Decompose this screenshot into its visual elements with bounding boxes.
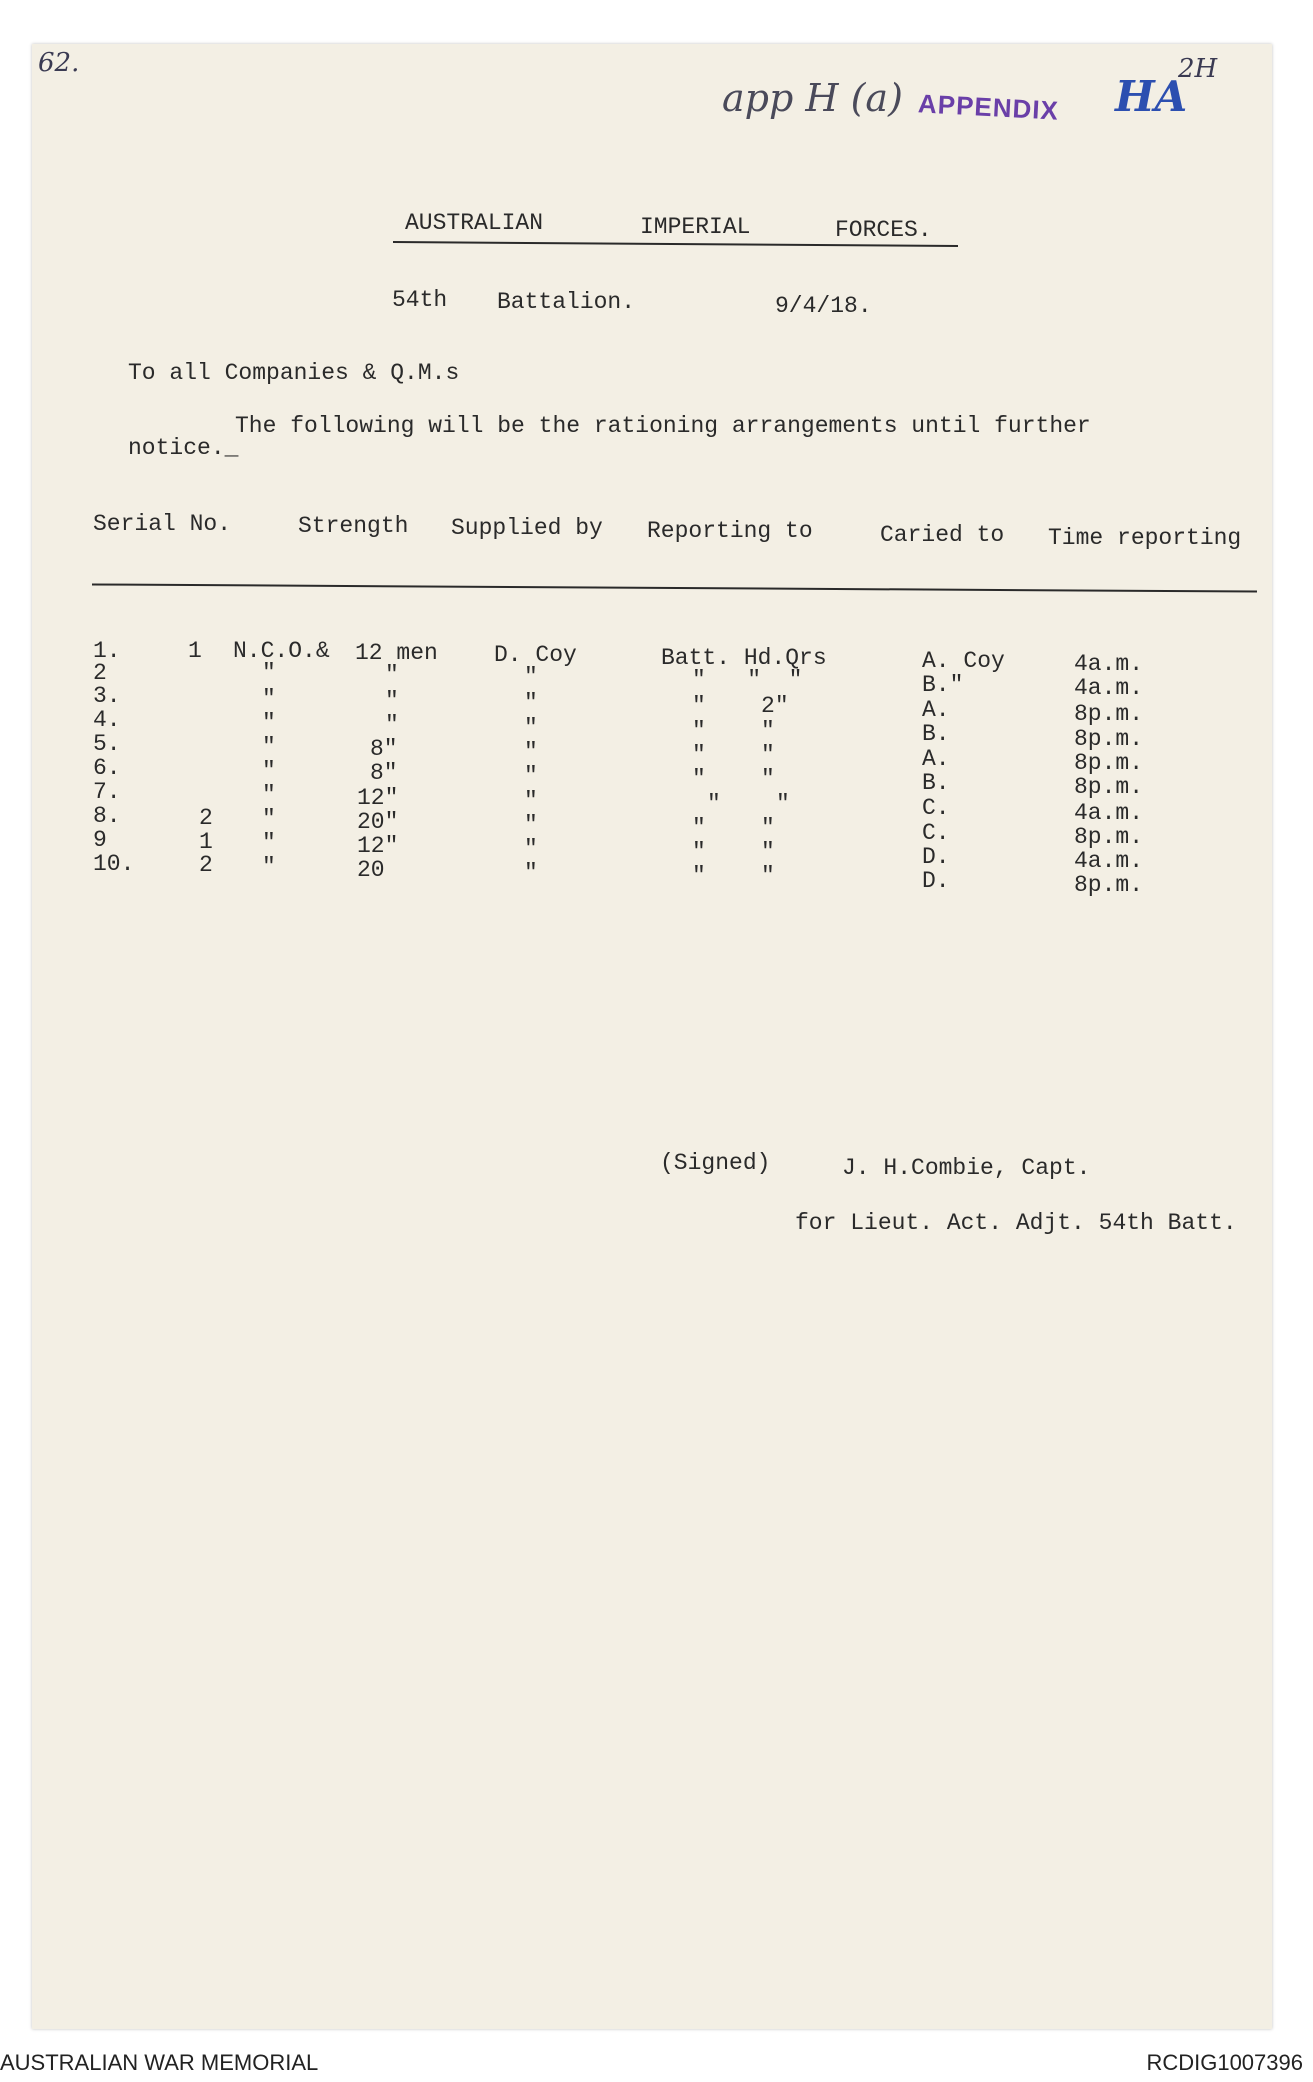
reporting-cell: " " "	[692, 667, 803, 693]
nco-count-cell: 1	[199, 829, 213, 855]
carried-cell: D.	[922, 844, 950, 870]
carried-cell: A.	[922, 697, 950, 723]
nco-label-cell: N.C.O.&	[233, 638, 330, 664]
footer-archive-name: AUSTRALIAN WAR MEMORIAL	[0, 2050, 319, 2075]
carried-cell: B."	[922, 672, 964, 698]
column-reporting: Reporting to	[647, 518, 813, 544]
nco-count-cell: 2	[199, 805, 213, 831]
reporting-cell: " "	[692, 863, 775, 889]
carried-cell: B.	[922, 721, 950, 747]
serial-cell: 1.	[93, 638, 121, 664]
heading-word-imperial: IMPERIAL	[640, 214, 751, 240]
column-serial: Serial No.	[93, 511, 232, 537]
appendix-stamp: APPENDIX	[917, 88, 1060, 126]
men-cell: 8"	[370, 736, 398, 762]
men-cell: "	[385, 662, 399, 688]
supplied-cell: "	[524, 739, 538, 765]
supplied-cell: D. Coy	[494, 642, 577, 668]
battalion-number: 54th	[392, 287, 448, 313]
intro-line-2: notice._	[128, 435, 239, 461]
supplied-cell: "	[524, 715, 538, 741]
supplied-cell: "	[524, 690, 538, 716]
carried-cell: C.	[922, 820, 950, 846]
reporting-cell: " "	[692, 718, 775, 744]
time-cell: 4a.m.	[1074, 848, 1144, 874]
men-cell: 12"	[357, 833, 399, 859]
carried-cell: A. Coy	[922, 648, 1005, 674]
heading-word-australian: AUSTRALIAN	[405, 210, 544, 236]
column-carried: Caried to	[880, 522, 1005, 548]
serial-cell: 8.	[93, 803, 121, 829]
serial-cell: 5.	[93, 731, 121, 757]
serial-cell: 2	[93, 660, 107, 686]
nco-label-cell: "	[262, 782, 276, 808]
signatory-name: J. H.Combie, Capt.	[842, 1155, 1091, 1181]
men-cell: 20"	[357, 809, 399, 835]
time-cell: 8p.m.	[1074, 824, 1144, 850]
carried-cell: D.	[922, 868, 950, 894]
nco-count-cell: 1	[188, 638, 202, 664]
reporting-cell: " 2"	[692, 693, 789, 719]
men-cell: "	[385, 712, 399, 738]
men-cell: 8"	[370, 760, 398, 786]
reporting-cell: Batt. Hd.Qrs	[661, 645, 827, 671]
battalion-label: Battalion.	[497, 289, 636, 315]
signed-label: (Signed)	[660, 1150, 771, 1176]
corner-page-number: 62.	[38, 48, 80, 78]
men-cell: 20	[357, 857, 385, 883]
reporting-cell: " "	[692, 839, 775, 865]
superscript-reference: 2H	[1178, 54, 1218, 84]
addressee: To all Companies & Q.M.s	[128, 360, 460, 386]
carried-cell: B.	[922, 770, 950, 796]
supplied-cell: "	[524, 860, 538, 886]
reporting-cell: " "	[692, 742, 775, 768]
reporting-cell: " "	[692, 766, 775, 792]
column-time: Time reporting	[1048, 525, 1242, 551]
supplied-cell: "	[524, 788, 538, 814]
time-cell: 8p.m.	[1074, 701, 1144, 727]
nco-label-cell: "	[262, 686, 276, 712]
signatory-title: for Lieut. Act. Adjt. 54th Batt.	[795, 1210, 1237, 1236]
nco-label-cell: "	[262, 758, 276, 784]
supplied-cell: "	[524, 763, 538, 789]
carried-cell: C.	[922, 795, 950, 821]
column-supplied: Supplied by	[451, 515, 603, 541]
serial-cell: 3.	[93, 683, 121, 709]
nco-label-cell: "	[262, 734, 276, 760]
nco-label-cell: "	[262, 710, 276, 736]
blue-reference: HA	[1115, 72, 1188, 121]
serial-cell: 10.	[93, 851, 135, 877]
reporting-cell: " "	[692, 815, 775, 841]
reporting-cell: " "	[707, 791, 790, 817]
document-date: 9/4/18.	[775, 293, 872, 319]
nco-label-cell: "	[262, 806, 276, 832]
time-cell: 8p.m.	[1074, 750, 1144, 776]
supplied-cell: "	[524, 812, 538, 838]
nco-label-cell: "	[262, 830, 276, 856]
nco-count-cell: 2	[199, 852, 213, 878]
heading-word-forces: FORCES.	[835, 217, 932, 243]
intro-line-1: The following will be the rationing arrangements until further	[235, 413, 1091, 439]
column-strength: Strength	[298, 513, 409, 539]
time-cell: 8p.m.	[1074, 726, 1144, 752]
supplied-cell: "	[524, 836, 538, 862]
serial-cell: 7.	[93, 779, 121, 805]
document-sheet	[32, 44, 1272, 2029]
men-cell: 12 men	[355, 640, 438, 666]
time-cell: 8p.m.	[1074, 774, 1144, 800]
serial-cell: 6.	[93, 755, 121, 781]
nco-label-cell: "	[262, 854, 276, 880]
carried-cell: A.	[922, 746, 950, 772]
time-cell: 4a.m.	[1074, 800, 1144, 826]
men-cell: "	[385, 688, 399, 714]
serial-cell: 4.	[93, 707, 121, 733]
nco-label-cell: "	[262, 660, 276, 686]
handwritten-reference: app H (a)	[722, 76, 903, 120]
footer-record-id: RCDIG1007396	[1146, 2050, 1303, 2075]
time-cell: 4a.m.	[1074, 675, 1144, 701]
time-cell: 8p.m.	[1074, 872, 1144, 898]
time-cell: 4a.m.	[1074, 651, 1144, 677]
men-cell: 12"	[357, 785, 399, 811]
serial-cell: 9	[93, 827, 107, 853]
supplied-cell: "	[524, 664, 538, 690]
